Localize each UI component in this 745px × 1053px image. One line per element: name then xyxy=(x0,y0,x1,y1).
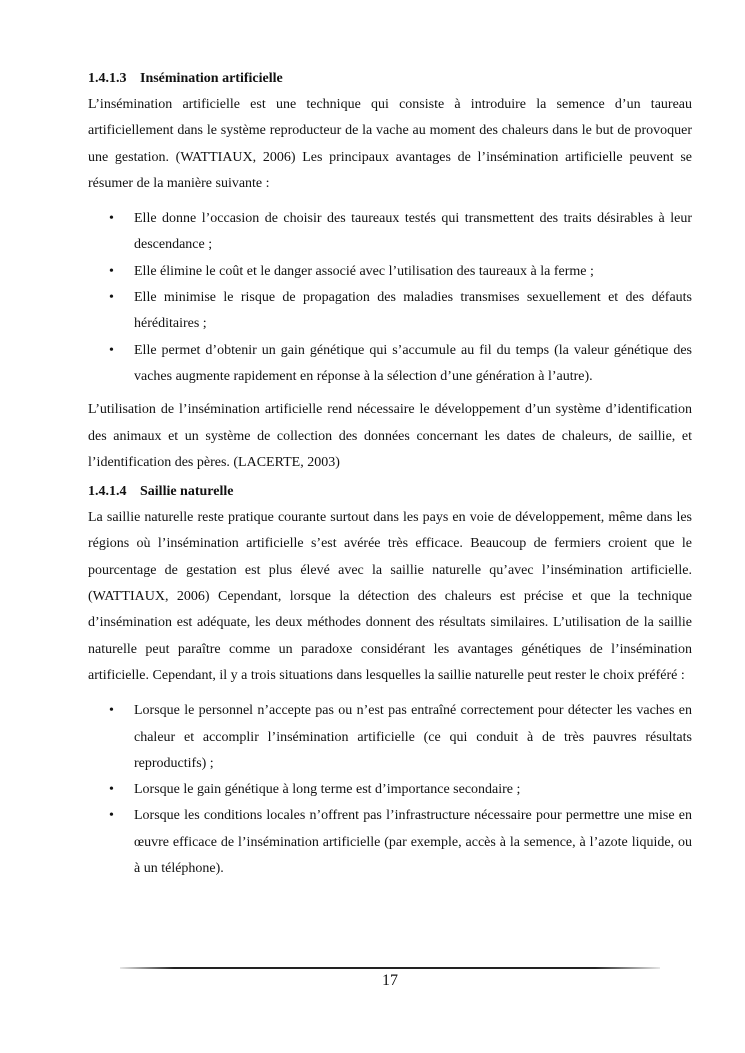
document-page xyxy=(88,66,692,889)
page-number: 17 xyxy=(382,972,398,989)
bullet-icon: • xyxy=(109,342,114,358)
list-item: • Lorsque le gain génétique à long terme est d’importance secondaire ; xyxy=(88,777,692,803)
section-heading-saillie xyxy=(88,479,692,505)
section-number: 1.4.1.4 xyxy=(88,484,127,500)
list-item: • Elle permet d’obtenir un gain génétique qui s’accumule au fil du temps (la valeur génétique des vaches augmente rapidement en réponse à la sélection d’une génération à l’autre). xyxy=(88,338,692,391)
bullet-list-situations xyxy=(88,698,692,882)
bullet-list-advantages xyxy=(88,206,692,390)
section-heading-insemination xyxy=(88,66,692,92)
section-title: Insémination artificielle xyxy=(140,71,283,86)
list-item: • Elle élimine le coût et le danger associé avec l’utilisation des taureaux à la ferme ; xyxy=(88,259,692,285)
bullet-icon: • xyxy=(109,782,114,798)
section-number: 1.4.1.3 xyxy=(88,71,127,86)
list-item: • Lorsque le personnel n’accepte pas ou n’est pas entraîné correctement pour détecter les vaches en chaleur et accomplir l’insémination artificielle (ce qui conduit à de très pauvres résultats reproductifs) ; xyxy=(88,698,692,777)
list-item: • Elle minimise le risque de propagation des maladies transmises sexuellement et des défauts héréditaires ; xyxy=(88,285,692,338)
section-title: Saillie naturelle xyxy=(140,484,234,500)
bullet-icon: • xyxy=(109,808,114,824)
bullet-icon: • xyxy=(109,263,114,279)
list-item: • Lorsque les conditions locales n’offrent pas l’infrastructure nécessaire pour permettre une mise en œuvre efficace de l’insémination artificielle (par exemple, accès à la semence, à l’azote liquide, ou à un téléphone). xyxy=(88,803,692,882)
paragraph-insemination-intro: L’insémination artificielle est une technique qui consiste à introduire la semence d’un taureau artificiellement dans le système reproducteur de la vache au moment des chaleurs dans le but de provoquer une gestation. (WATTIAUX, 2006) Les principaux avantages de l’insémination artificielle peuvent se résumer de la manière suivante : xyxy=(88,97,692,191)
paragraph-saillie-intro: La saillie naturelle reste pratique courante surtout dans les pays en voie de développement, même dans les régions où l’insémination artificielle s’est avérée très efficace. Beaucoup de fermiers croient que le pourcentage de gestation est plus élevé avec la saillie naturelle qu’avec l’insémination artificielle. (WATTIAUX, 2006) Cependant, lorsque la détection des chaleurs est précise et que la technique d’insémination est adéquate, les deux méthodes donnent des résultats similaires. L’utilisation de la saillie naturelle peut paraître comme un paradoxe considérant les avantages génétiques de l’insémination artificielle. Cependant, il y a trois situations dans lesquelles la saillie naturelle peut rester le choix préféré : xyxy=(88,510,692,683)
paragraph-insemination-conclusion: L’utilisation de l’insémination artificielle rend nécessaire le développement d’un système d’identification des animaux et un système de collection des données concernant les dates de chaleurs, de saillie, et l’identification des pères. (LACERTE, 2003) xyxy=(88,402,692,470)
list-item: • Elle donne l’occasion de choisir des taureaux testés qui transmettent des traits désirables à leur descendance ; xyxy=(88,206,692,259)
bullet-icon: • xyxy=(109,703,114,719)
bullet-icon: • xyxy=(109,211,114,227)
footer-divider xyxy=(120,967,660,969)
bullet-icon: • xyxy=(109,290,114,306)
